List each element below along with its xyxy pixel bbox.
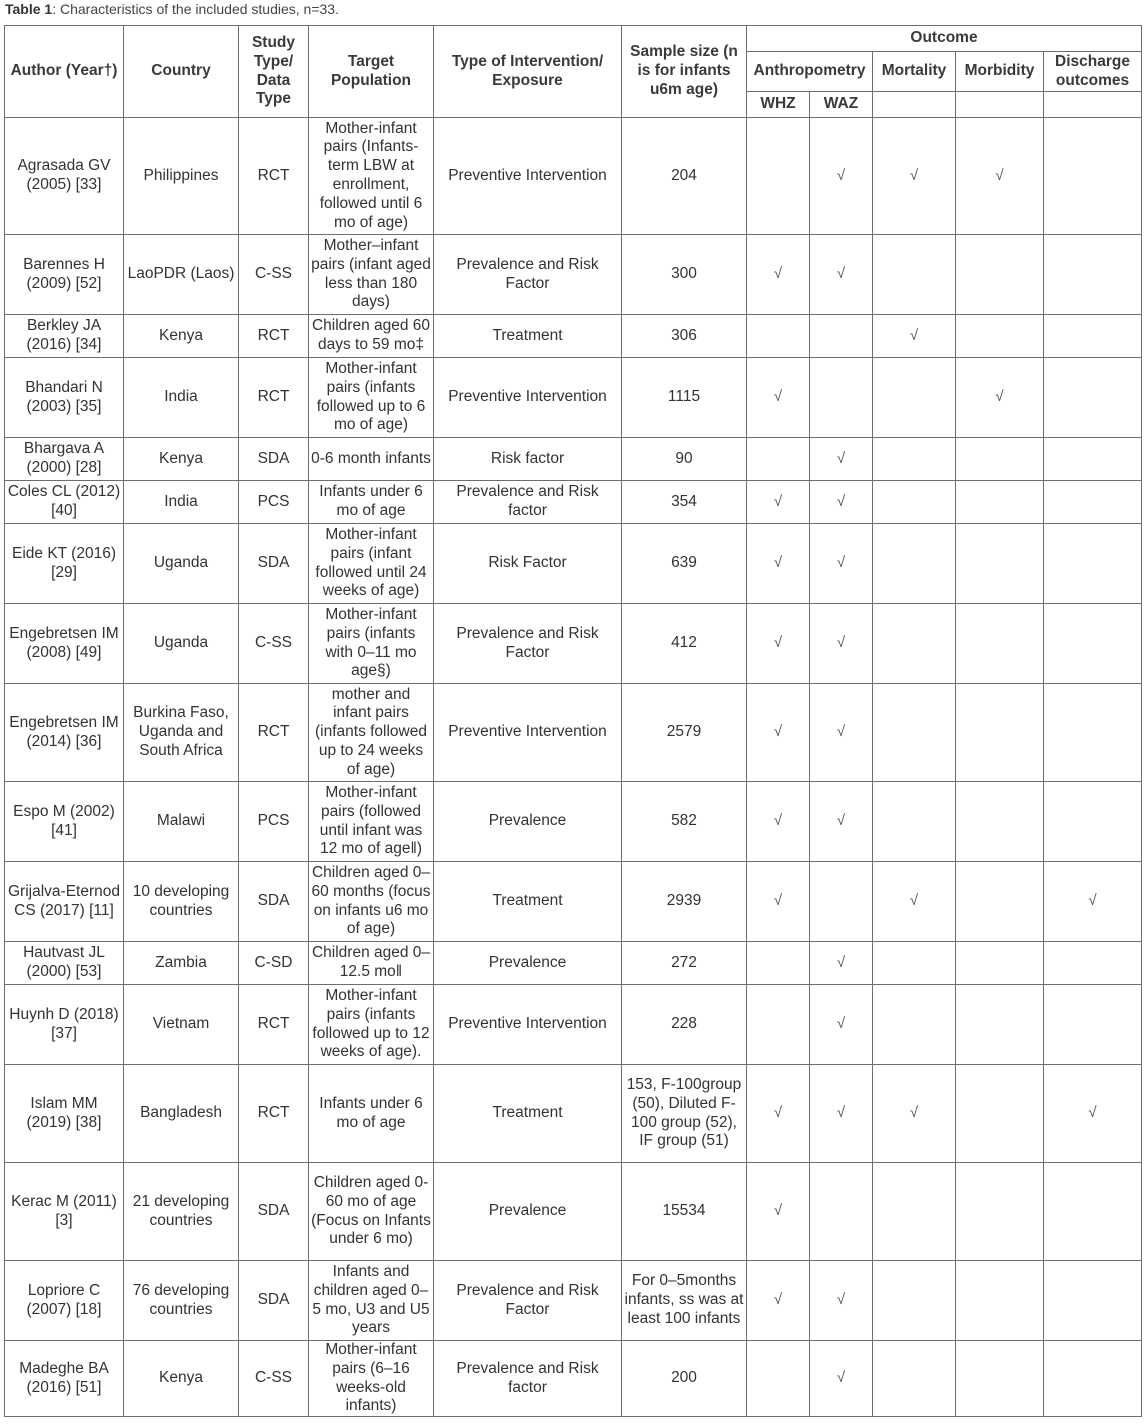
cell-mortality <box>873 942 956 985</box>
cell-discharge <box>1044 315 1142 358</box>
cell-waz: √ <box>810 604 873 684</box>
cell-target: Infants and children aged 0–5 mo, U3 and U5 years <box>309 1261 434 1341</box>
cell-author: Kerac M (2011) [3] <box>5 1163 124 1261</box>
table-row <box>5 1261 1142 1341</box>
table-row <box>5 985 1142 1065</box>
table-label: Table 1 <box>5 1 53 17</box>
cell-intervention: Prevalence <box>434 1163 622 1261</box>
cell-country: Uganda <box>124 604 239 684</box>
cell-author: Hautvast JL (2000) [53] <box>5 942 124 985</box>
cell-sample: 300 <box>622 235 747 315</box>
table-caption <box>5 0 339 18</box>
cell-country: Vietnam <box>124 985 239 1065</box>
col-author: Author (Year†) <box>5 26 124 118</box>
cell-author: Grijalva-Eternod CS (2017) [11] <box>5 862 124 942</box>
cell-morbidity <box>956 524 1044 604</box>
cell-morbidity: √ <box>956 118 1044 235</box>
cell-sample: 1115 <box>622 358 747 438</box>
cell-sample: 228 <box>622 985 747 1065</box>
table-row <box>5 118 1142 235</box>
cell-mortality <box>873 1163 956 1261</box>
cell-type: PCS <box>239 481 309 524</box>
cell-waz: √ <box>810 118 873 235</box>
cell-discharge: √ <box>1044 1065 1142 1163</box>
cell-intervention: Risk factor <box>434 438 622 481</box>
cell-country: Philippines <box>124 118 239 235</box>
cell-whz <box>747 942 810 985</box>
cell-discharge: √ <box>1044 862 1142 942</box>
cell-waz: √ <box>810 985 873 1065</box>
cell-type: SDA <box>239 1163 309 1261</box>
cell-intervention: Prevalence and Risk Factor <box>434 1261 622 1341</box>
cell-sample: 306 <box>622 315 747 358</box>
cell-target: Children aged 0-60 mo of age (Focus on Infants under 6 mo) <box>309 1163 434 1261</box>
cell-type: RCT <box>239 358 309 438</box>
cell-sample: 153, F-100group (50), Diluted F-100 group (52), IF group (51) <box>622 1065 747 1163</box>
col-study-type: Study Type/ Data Type <box>239 26 309 118</box>
cell-sample: 412 <box>622 604 747 684</box>
cell-intervention: Treatment <box>434 862 622 942</box>
cell-whz: √ <box>747 481 810 524</box>
col-sample: Sample size (n is for infants u6m age) <box>622 26 747 118</box>
cell-type: PCS <box>239 782 309 862</box>
cell-whz: √ <box>747 604 810 684</box>
cell-target: Mother-infant pairs (infant followed until 24 weeks of age) <box>309 524 434 604</box>
cell-discharge <box>1044 481 1142 524</box>
cell-intervention: Preventive Intervention <box>434 358 622 438</box>
studies-table <box>4 25 1142 1417</box>
cell-author: Coles CL (2012) [40] <box>5 481 124 524</box>
cell-mortality: √ <box>873 315 956 358</box>
cell-type: C-SD <box>239 942 309 985</box>
table-row <box>5 524 1142 604</box>
cell-waz: √ <box>810 1261 873 1341</box>
cell-waz: √ <box>810 524 873 604</box>
cell-target: Mother-infant pairs (Infants-term LBW at enrollment, followed until 6 mo of age) <box>309 118 434 235</box>
cell-waz <box>810 315 873 358</box>
cell-discharge <box>1044 1163 1142 1261</box>
cell-morbidity <box>956 604 1044 684</box>
cell-author: Engebretsen IM (2008) [49] <box>5 604 124 684</box>
cell-whz <box>747 438 810 481</box>
col-discharge: Discharge outcomes <box>1044 52 1142 92</box>
cell-mortality: √ <box>873 1065 956 1163</box>
caption-text: : Characteristics of the included studies, n=33. <box>52 1 339 17</box>
col-blank-mortality <box>873 92 956 118</box>
cell-country: India <box>124 481 239 524</box>
cell-country: 76 developing countries <box>124 1261 239 1341</box>
cell-country: LaoPDR (Laos) <box>124 235 239 315</box>
cell-intervention: Prevalence and Risk Factor <box>434 604 622 684</box>
cell-type: RCT <box>239 1065 309 1163</box>
table-body <box>5 118 1142 1417</box>
cell-morbidity <box>956 1341 1044 1417</box>
table-row <box>5 438 1142 481</box>
cell-country: Kenya <box>124 1341 239 1417</box>
cell-sample: 90 <box>622 438 747 481</box>
cell-target: Children aged 0–12.5 mo‖ <box>309 942 434 985</box>
cell-mortality <box>873 235 956 315</box>
cell-intervention: Preventive Intervention <box>434 684 622 782</box>
cell-type: RCT <box>239 315 309 358</box>
cell-sample: 2579 <box>622 684 747 782</box>
cell-mortality <box>873 1341 956 1417</box>
col-mortality: Mortality <box>873 52 956 92</box>
table-row <box>5 782 1142 862</box>
cell-whz: √ <box>747 862 810 942</box>
cell-waz <box>810 358 873 438</box>
cell-waz: √ <box>810 235 873 315</box>
cell-intervention: Preventive Intervention <box>434 985 622 1065</box>
cell-author: Islam MM (2019) [38] <box>5 1065 124 1163</box>
cell-whz: √ <box>747 524 810 604</box>
cell-whz: √ <box>747 235 810 315</box>
cell-sample: 354 <box>622 481 747 524</box>
cell-intervention: Prevalence <box>434 942 622 985</box>
cell-morbidity <box>956 862 1044 942</box>
cell-whz <box>747 315 810 358</box>
table-row <box>5 604 1142 684</box>
cell-morbidity: √ <box>956 358 1044 438</box>
cell-whz: √ <box>747 782 810 862</box>
cell-intervention: Prevalence and Risk factor <box>434 481 622 524</box>
cell-type: RCT <box>239 985 309 1065</box>
cell-type: SDA <box>239 438 309 481</box>
cell-waz: √ <box>810 684 873 782</box>
cell-type: RCT <box>239 684 309 782</box>
cell-sample: 272 <box>622 942 747 985</box>
cell-sample: 15534 <box>622 1163 747 1261</box>
cell-sample: 639 <box>622 524 747 604</box>
cell-country: Burkina Faso, Uganda and South Africa <box>124 684 239 782</box>
cell-waz: √ <box>810 1065 873 1163</box>
cell-discharge <box>1044 524 1142 604</box>
cell-mortality <box>873 481 956 524</box>
cell-sample: 200 <box>622 1341 747 1417</box>
cell-morbidity <box>956 481 1044 524</box>
table-row <box>5 315 1142 358</box>
cell-target: Mother-infant pairs (infants followed up to 12 weeks of age). <box>309 985 434 1065</box>
cell-author: Berkley JA (2016) [34] <box>5 315 124 358</box>
col-blank-morbidity <box>956 92 1044 118</box>
cell-morbidity <box>956 1163 1044 1261</box>
cell-author: Barennes H (2009) [52] <box>5 235 124 315</box>
col-target: Target Population <box>309 26 434 118</box>
cell-intervention: Prevalence and Risk Factor <box>434 235 622 315</box>
cell-discharge <box>1044 1341 1142 1417</box>
cell-morbidity <box>956 235 1044 315</box>
table-row <box>5 684 1142 782</box>
cell-waz: √ <box>810 438 873 481</box>
cell-type: SDA <box>239 524 309 604</box>
cell-author: Espo M (2002) [41] <box>5 782 124 862</box>
cell-intervention: Prevalence and Risk factor <box>434 1341 622 1417</box>
cell-intervention: Prevalence <box>434 782 622 862</box>
cell-whz: √ <box>747 1065 810 1163</box>
cell-type: RCT <box>239 118 309 235</box>
cell-sample: 582 <box>622 782 747 862</box>
cell-type: C-SS <box>239 604 309 684</box>
cell-country: Kenya <box>124 315 239 358</box>
cell-sample: 204 <box>622 118 747 235</box>
cell-mortality <box>873 782 956 862</box>
cell-target: Mother-infant pairs (infants with 0–11 mo age§) <box>309 604 434 684</box>
cell-morbidity <box>956 942 1044 985</box>
table-row <box>5 235 1142 315</box>
cell-whz <box>747 118 810 235</box>
cell-intervention: Treatment <box>434 1065 622 1163</box>
cell-target: Infants under 6 mo of age <box>309 1065 434 1163</box>
cell-intervention: Preventive Intervention <box>434 118 622 235</box>
cell-country: Kenya <box>124 438 239 481</box>
table-row <box>5 942 1142 985</box>
cell-country: India <box>124 358 239 438</box>
cell-author: Madeghe BA (2016) [51] <box>5 1341 124 1417</box>
cell-waz: √ <box>810 1341 873 1417</box>
cell-morbidity <box>956 1261 1044 1341</box>
col-anthropometry: Anthropometry <box>747 52 873 92</box>
col-outcome: Outcome <box>747 26 1142 52</box>
col-blank-discharge <box>1044 92 1142 118</box>
cell-intervention: Risk Factor <box>434 524 622 604</box>
cell-target: Mother-infant pairs (infants followed up to 6 mo of age) <box>309 358 434 438</box>
col-morbidity: Morbidity <box>956 52 1044 92</box>
cell-country: 21 developing countries <box>124 1163 239 1261</box>
table-row <box>5 358 1142 438</box>
cell-intervention: Treatment <box>434 315 622 358</box>
cell-mortality <box>873 684 956 782</box>
cell-mortality: √ <box>873 862 956 942</box>
cell-morbidity <box>956 315 1044 358</box>
cell-whz: √ <box>747 684 810 782</box>
cell-waz <box>810 862 873 942</box>
cell-target: Mother–infant pairs (infant aged less than 180 days) <box>309 235 434 315</box>
cell-sample: 2939 <box>622 862 747 942</box>
table-row <box>5 862 1142 942</box>
cell-morbidity <box>956 782 1044 862</box>
cell-waz: √ <box>810 942 873 985</box>
cell-mortality <box>873 985 956 1065</box>
cell-author: Engebretsen IM (2014) [36] <box>5 684 124 782</box>
cell-whz: √ <box>747 358 810 438</box>
cell-discharge <box>1044 782 1142 862</box>
cell-mortality <box>873 604 956 684</box>
table-row <box>5 1163 1142 1261</box>
cell-discharge <box>1044 684 1142 782</box>
cell-discharge <box>1044 985 1142 1065</box>
cell-sample: For 0–5months infants, ss was at least 100 infants <box>622 1261 747 1341</box>
cell-morbidity <box>956 985 1044 1065</box>
cell-country: 10 developing countries <box>124 862 239 942</box>
cell-type: C-SS <box>239 235 309 315</box>
cell-type: C-SS <box>239 1341 309 1417</box>
cell-target: Mother-infant pairs (6–16 weeks-old infants) <box>309 1341 434 1417</box>
cell-author: Agrasada GV (2005) [33] <box>5 118 124 235</box>
cell-country: Zambia <box>124 942 239 985</box>
cell-discharge <box>1044 118 1142 235</box>
cell-whz <box>747 1341 810 1417</box>
cell-country: Malawi <box>124 782 239 862</box>
cell-morbidity <box>956 684 1044 782</box>
cell-mortality: √ <box>873 118 956 235</box>
cell-mortality <box>873 1261 956 1341</box>
cell-target: 0-6 month infants <box>309 438 434 481</box>
cell-target: Mother-infant pairs (followed until infant was 12 mo of age‖) <box>309 782 434 862</box>
cell-morbidity <box>956 438 1044 481</box>
cell-author: Eide KT (2016) [29] <box>5 524 124 604</box>
cell-whz: √ <box>747 1163 810 1261</box>
cell-whz <box>747 985 810 1065</box>
cell-mortality <box>873 438 956 481</box>
cell-country: Uganda <box>124 524 239 604</box>
cell-author: Bhargava A (2000) [28] <box>5 438 124 481</box>
cell-type: SDA <box>239 1261 309 1341</box>
cell-discharge <box>1044 438 1142 481</box>
col-waz: WAZ <box>810 92 873 118</box>
cell-whz: √ <box>747 1261 810 1341</box>
cell-discharge <box>1044 942 1142 985</box>
cell-waz: √ <box>810 782 873 862</box>
cell-target: mother and infant pairs (infants followed up to 24 weeks of age) <box>309 684 434 782</box>
cell-mortality <box>873 358 956 438</box>
table-row <box>5 1341 1142 1417</box>
cell-target: Infants under 6 mo of age <box>309 481 434 524</box>
cell-type: SDA <box>239 862 309 942</box>
cell-country: Bangladesh <box>124 1065 239 1163</box>
cell-mortality <box>873 524 956 604</box>
col-country: Country <box>124 26 239 118</box>
cell-discharge <box>1044 604 1142 684</box>
cell-author: Bhandari N (2003) [35] <box>5 358 124 438</box>
cell-author: Lopriore C (2007) [18] <box>5 1261 124 1341</box>
cell-discharge <box>1044 1261 1142 1341</box>
cell-discharge <box>1044 235 1142 315</box>
cell-author: Huynh D (2018) [37] <box>5 985 124 1065</box>
cell-discharge <box>1044 358 1142 438</box>
cell-target: Children aged 0–60 months (focus on infants u6 mo of age) <box>309 862 434 942</box>
cell-waz: √ <box>810 481 873 524</box>
col-whz: WHZ <box>747 92 810 118</box>
table-row <box>5 481 1142 524</box>
table-row <box>5 1065 1142 1163</box>
cell-waz <box>810 1163 873 1261</box>
cell-morbidity <box>956 1065 1044 1163</box>
cell-target: Children aged 60 days to 59 mo‡ <box>309 315 434 358</box>
col-intervention: Type of Intervention/ Exposure <box>434 26 622 118</box>
